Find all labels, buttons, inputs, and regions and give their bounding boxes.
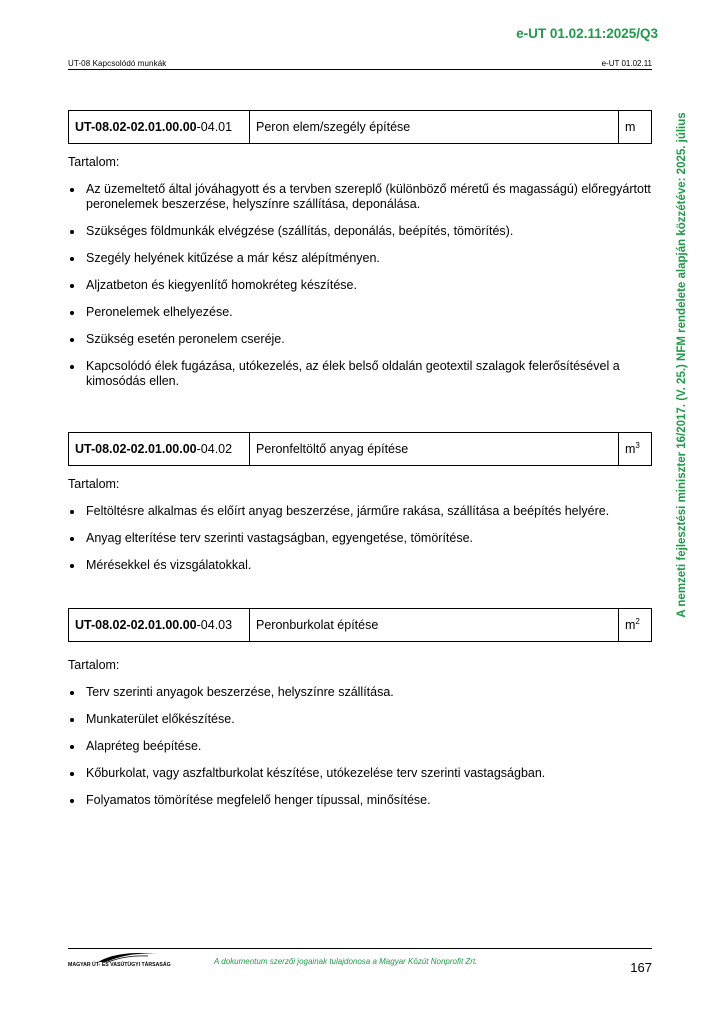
list-item: Kapcsolódó élek fugázása, utókezelés, az élek belső oldalán geotextil szalagok felerősítésével a kimosódás ellen.: [68, 359, 652, 389]
item-code-suffix: -04.03: [196, 618, 233, 632]
page-number: 167: [630, 960, 652, 975]
item-code-suffix: -04.01: [196, 120, 233, 134]
list-item: Terv szerinti anyagok beszerzése, helyszínre szállítása.: [68, 685, 652, 700]
list-item: Az üzemeltető által jóváhagyott és a tervben szereplő (különböző méretű és magasságú) előregyártott peronelemek beszerzése, helyszínre szállítása, deponálása.: [68, 182, 652, 212]
item-title: Peron elem/szegély építése: [250, 111, 619, 144]
unit-base: m: [625, 120, 636, 135]
item-code: [69, 609, 250, 642]
content-label: Tartalom:: [68, 155, 120, 169]
item-code-suffix: -04.02: [196, 442, 233, 456]
unit-exponent: 2: [635, 617, 640, 627]
item-table-04-03: [68, 608, 652, 642]
footer-rule: [68, 948, 652, 949]
side-publication-note-text: A nemzeti fejlesztési miniszter 16/2017. (V. 25.) NFM rendelete alapján közzétéve: 2025. július: [676, 112, 688, 618]
list-item: Folyamatos tömörítése megfelelő henger típussal, minősítése.: [68, 793, 652, 808]
content-label: Tartalom:: [68, 658, 120, 672]
list-item: Mérésekkel és vizsgálatokkal.: [68, 558, 652, 573]
list-item: Alapréteg beépítése.: [68, 739, 652, 754]
content-list-04-02: [68, 504, 652, 585]
list-item: Munkaterület előkészítése.: [68, 712, 652, 727]
item-code-main: UT-08.02-02.01.00.00: [75, 618, 197, 632]
running-header-right: e-UT 01.02.11: [601, 59, 652, 68]
unit-base: m: [625, 442, 636, 457]
list-item: Szegély helyének kitűzése a már kész alépítményen.: [68, 251, 652, 266]
unit-exponent: 3: [635, 441, 640, 451]
copyright-note: A dokumentum szerzői jogainak tulajdonosa a Magyar Közút Nonprofit Zrt.: [214, 957, 478, 966]
list-item: Kőburkolat, vagy aszfaltburkolat készítése, utókezelése terv szerinti vastagságban.: [68, 766, 652, 781]
running-header-left: UT-08 Kapcsolódó munkák: [68, 59, 167, 68]
list-item: Szükség esetén peronelem cseréje.: [68, 332, 652, 347]
item-title: Peronfeltöltő anyag építése: [250, 433, 619, 466]
list-item: Peronelemek elhelyezése.: [68, 305, 652, 320]
content-list-04-03: [68, 685, 652, 820]
logo-text: MAGYAR ÚT- ÉS VASÚTÜGYI TÁRSASÁG: [68, 962, 171, 968]
item-code-main: UT-08.02-02.01.00.00: [75, 120, 197, 134]
item-code-main: UT-08.02-02.01.00.00: [75, 442, 197, 456]
company-logo: [68, 950, 171, 972]
item-code: [69, 433, 250, 466]
item-code: [69, 111, 250, 144]
list-item: Szükséges földmunkák elvégzése (szállítás, deponálás, beépítés, tömörítés).: [68, 224, 652, 239]
document-code: e-UT 01.02.11:2025/Q3: [516, 26, 658, 41]
header-rule: [68, 69, 652, 70]
content-label: Tartalom:: [68, 477, 120, 491]
item-table-04-02: [68, 432, 652, 466]
list-item: Anyag elterítése terv szerinti vastagságban, egyengetése, tömörítése.: [68, 531, 652, 546]
unit-base: m: [625, 618, 636, 633]
item-title: Peronburkolat építése: [250, 609, 619, 642]
item-unit: [619, 111, 652, 144]
side-publication-note: [672, 95, 692, 635]
content-list-04-01: [68, 182, 652, 401]
item-unit: [619, 609, 652, 642]
item-unit: [619, 433, 652, 466]
item-table-04-01: [68, 110, 652, 144]
list-item: Aljzatbeton és kiegyenlítő homokréteg készítése.: [68, 278, 652, 293]
list-item: Feltöltésre alkalmas és előírt anyag beszerzése, járműre rakása, szállítása a beépítés helyére.: [68, 504, 652, 519]
